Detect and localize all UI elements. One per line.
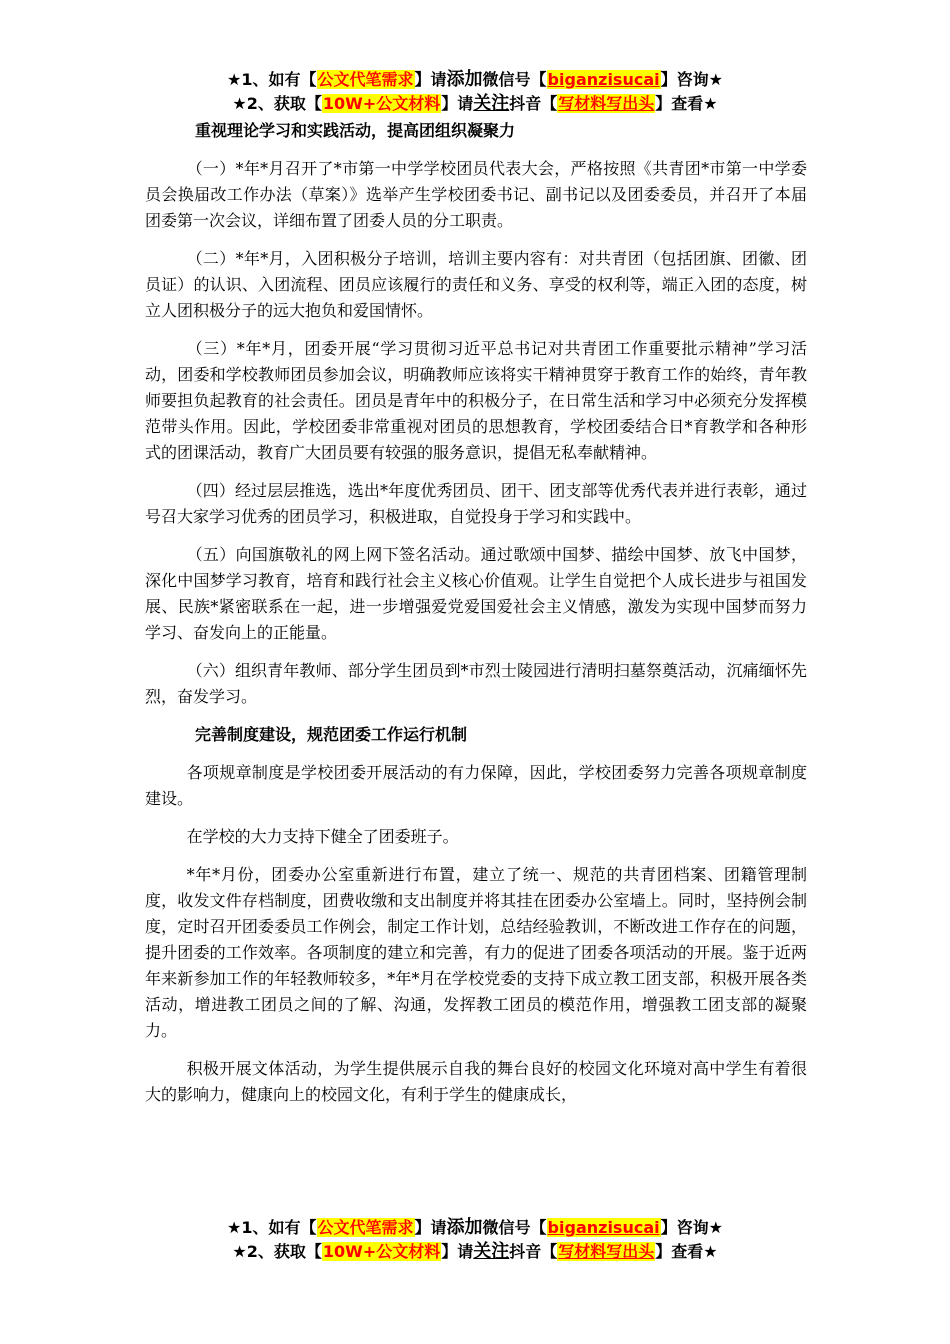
banner-text: 微信号【 <box>482 1218 547 1237</box>
banner-text: ★2、获取【 <box>232 94 322 113</box>
banner-line-2 <box>0 92 950 116</box>
banner-text: 】查看★ <box>655 94 718 113</box>
banner-text: 】请 <box>441 94 474 113</box>
paragraph-1: （一）*年*月召开了*市第一中学学校团员代表大会，严格按照《共青团*市第一中学委员会换届改工作办法（草案）》选举产生学校团委书记、副书记以及团委委员，并召开了本届团委第一次会议，详细布置了团委人员的分工职责。 <box>145 159 807 230</box>
banner-emphasis: 关注 <box>473 93 510 114</box>
paragraph-5: （五）向国旗敬礼的网上网下签名活动。通过歌颂中国梦、描绘中国梦、放飞中国梦，深化中国梦学习教育，培育和践行社会主义核心价值观。让学生自觉把个人成长进步与祖国发展、民族*紧密联系在一起，进一步增强爱党爱国爱社会主义情感，激发为实现中国梦而努力学习、奋发向上的正能量。 <box>145 545 807 642</box>
banner-line-1 <box>0 1216 950 1240</box>
paragraph-2: （二）*年*月，入团积极分子培训，培训主要内容有：对共青团（包括团旗、团徽、团员证）的认识、入团流程、团员应该履行的责任和义务、享受的权利等，端正入团的态度，树立人团积极分子的远大抱负和爱国情怀。 <box>145 249 807 320</box>
paragraph-3: （三）*年*月，团委开展“学习贯彻习近平总书记对共青团工作重要批示精神”学习活动，团委和学校教师团员参加会议，明确教师应该将实干精神贯穿于教育工作的始终，青年教师要担负起教育的社会责任。团员是青年中的积极分子，在日常生活和学习中必须充分发挥模范带头作用。因此，学校团委非常重视对团员的思想教育，学校团委结合日*育教学和各种形式的团课活动，教育广大团员要有较强的服务意识，提倡无私奉献精神。 <box>145 339 807 462</box>
paragraph-4: （四）经过层层推选，选出*年度优秀团员、团干、团支部等优秀代表并进行表彰，通过号召大家学习优秀的团员学习，积极进取，自觉投身于学习和实践中。 <box>145 481 807 526</box>
footer-banner <box>0 1216 950 1264</box>
banner-text: 】咨询★ <box>660 70 723 89</box>
highlight-service: 公文代笔需求 <box>317 70 414 89</box>
highlight-service: 公文代笔需求 <box>317 1218 414 1237</box>
wechat-id: biganzisucai <box>547 70 660 89</box>
header-banner <box>0 68 950 116</box>
paragraph-10: 积极开展文体活动，为学生提供展示自我的舞台良好的校园文化环境对高中学生有着很大的影响力，健康向上的校园文化，有利于学生的健康成长， <box>145 1059 807 1104</box>
banner-text: 微信号【 <box>482 70 547 89</box>
banner-text: 】咨询★ <box>660 1218 723 1237</box>
banner-text: ★1、如有【 <box>227 70 317 89</box>
banner-text: ★2、获取【 <box>232 1242 322 1261</box>
banner-text: 抖音【 <box>509 94 558 113</box>
banner-text: ★1、如有【 <box>227 1218 317 1237</box>
section-heading-1: 重视理论学习和实践活动，提高团组织凝聚力 <box>195 121 516 140</box>
banner-line-1 <box>0 68 950 92</box>
douyin-account: 写材料写出头 <box>558 1242 655 1261</box>
banner-text: 抖音【 <box>509 1242 558 1261</box>
banner-text: 】查看★ <box>655 1242 718 1261</box>
banner-line-2 <box>0 1240 950 1264</box>
douyin-account: 写材料写出头 <box>558 94 655 113</box>
highlight-materials: 10W+公文材料 <box>322 94 441 113</box>
highlight-materials: 10W+公文材料 <box>322 1242 441 1261</box>
banner-text: 】请 <box>414 70 447 89</box>
paragraph-6: （六）组织青年教师、部分学生团员到*市烈士陵园进行清明扫墓祭奠活动，沉痛缅怀先烈，奋发学习。 <box>145 661 807 706</box>
wechat-id: biganzisucai <box>547 1218 660 1237</box>
document-body <box>145 118 807 1120</box>
paragraph-7: 各项规章制度是学校团委开展活动的有力保障，因此，学校团委努力完善各项规章制度建设。 <box>145 763 807 808</box>
banner-text: 】请 <box>414 1218 447 1237</box>
paragraph-9: *年*月份，团委办公室重新进行布置，建立了统一、规范的共青团档案、团籍管理制度，收发文件存档制度，团费收缴和支出制度并将其挂在团委办公室墙上。同时，坚持例会制度，定时召开团委委员工作例会，制定工作计划，总结经验教训，不断改进工作存在的问题，提升团委的工作效率。各项制度的建立和完善，有力的促进了团委各项活动的开展。鉴于近两年来新参加工作的年轻教师较多，*年*月在学校党委的支持下成立教工团支部，积极开展各类活动，增进教工团员之间的了解、沟通，发挥教工团员的模范作用，增强教工团支部的凝聚力。 <box>145 865 807 1040</box>
banner-emphasis: 关注 <box>473 1241 510 1262</box>
paragraph-8: 在学校的大力支持下健全了团委班子。 <box>186 827 459 846</box>
banner-emphasis: 添加 <box>446 1217 483 1238</box>
section-heading-2: 完善制度建设，规范团委工作运行机制 <box>195 725 468 744</box>
banner-text: 】请 <box>441 1242 474 1261</box>
banner-emphasis: 添加 <box>446 69 483 90</box>
